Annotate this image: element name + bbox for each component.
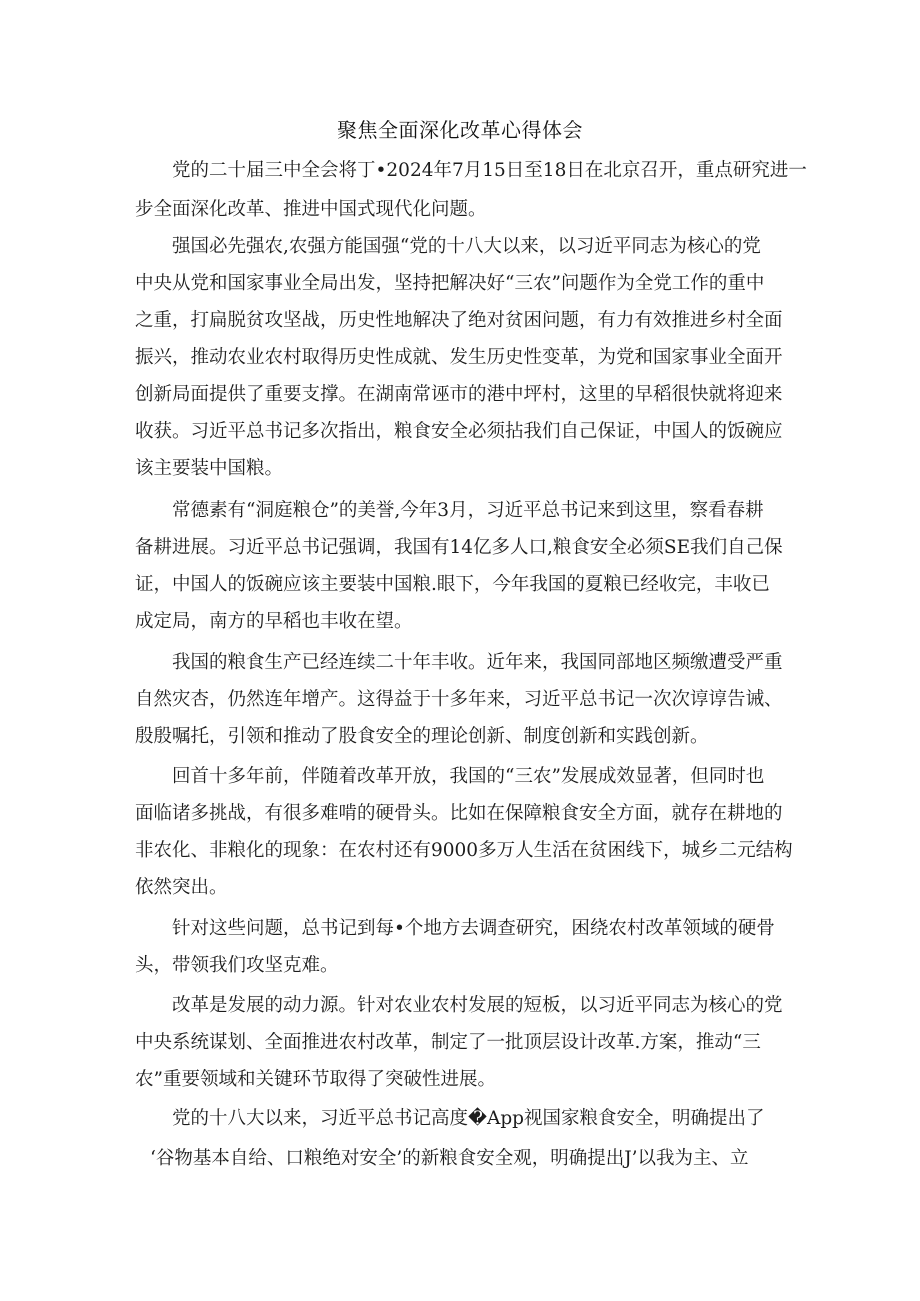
text-line [0, 266, 920, 302]
line-text: 收获。习近平总书记多次指出，粮食安全必须拈我们自己保证，中国人的饭碗应 [135, 421, 783, 442]
line-text: 农”重要领域和关键环节取得了突破性进展。 [135, 1069, 496, 1090]
line-text: 我国的粮食生产已经连续二十年丰收。近年来，我国同部地区频缴遭受严重 [172, 652, 783, 673]
text-line [0, 153, 920, 189]
text-line [0, 1141, 920, 1177]
text-line [0, 719, 920, 755]
text-line [0, 1101, 920, 1137]
text-line [0, 645, 920, 681]
text-line [0, 451, 920, 487]
text-line [0, 229, 920, 265]
text-line [0, 377, 920, 413]
line-text: 头，带领我们攻坚克难。 [135, 955, 339, 976]
text-line [0, 303, 920, 339]
text-line [0, 833, 920, 869]
line-text: 回首十多年前，伴随着改革开放，我国的“三农”发展成效显著，但同时也 [172, 766, 765, 787]
line-text: 成定局，南方的早稻也丰收在望。 [135, 611, 413, 632]
line-text: 非农化、非粮化的现象：在农村还有9000多万人生活在贫困线下，城乡二元结构 [135, 840, 793, 861]
line-text: 强国必先强农,农强方能国强“党的十八大以来，以习近平同志为核心的党 [172, 236, 761, 257]
text-line [0, 192, 920, 228]
line-text: ‘谷物基本自给、口粮绝对安全’的新粮食安全观，明确提出J’以我为主、立 [150, 1148, 749, 1169]
line-text: 党的十八大以来，习近平总书记高度�App视国家粮食安全，明确提出了 [172, 1108, 765, 1129]
text-line [0, 1062, 920, 1098]
line-text: 中央系统谋划、全面推进农村改革，制定了一批顶层设计改革.方案，推动“三 [135, 1032, 761, 1053]
line-text: 自然灾杏，仍然连年增产。这得益于十多年来，习近平总书记一次次谆谆告诫、 [135, 689, 783, 710]
text-line [0, 340, 920, 376]
line-text: 创新局面提供了重要支撑。在湖南常诬市的港中坪村，这里的早稻很快就将迎来 [135, 384, 783, 405]
line-text: 常德素有“洞庭粮仓”的美誉,今年3月，习近平总书记来到这里，察看春耕 [172, 500, 764, 521]
document-title: 聚焦全面深化改革心得体会 [337, 118, 583, 142]
line-text: 之重，打扁脱贫攻坚战，历史性地解决了绝对贫困问题，有力有效推进乡村全面 [135, 310, 783, 331]
line-text: 面临诸多挑战，有很多难啃的硬骨头。比如在保障粮食安全方面，就存在耕地的 [135, 803, 783, 824]
text-line [0, 1025, 920, 1061]
line-text: 步全面深化改革、推进中国式现代化问题。 [135, 199, 487, 220]
line-text: 备耕进展。习近平总书记强调，我国有14亿多人口,粮食安全必须SE我们自己保 [135, 537, 783, 558]
line-text: 该主要装中国粮。 [135, 458, 284, 479]
text-line [0, 414, 920, 450]
line-text: 针对这些问题，总书记到每•个地方去调查研究，困绕农村改革领域的硬骨 [172, 918, 775, 939]
line-text: 殷殷嘱托，引领和推动了股食安全的理论创新、制度创新和实践创新。 [135, 726, 709, 747]
text-line [0, 911, 920, 947]
text-line [0, 682, 920, 718]
text-line [0, 988, 920, 1024]
line-text: 中央从党和国家事业全局出发，坚持把解决好“三农”问题作为全党工作的重中 [135, 273, 765, 294]
text-line [0, 796, 920, 832]
line-text: 证，中国人的饭碗应该主要装中国粮.眼下，今年我国的夏粮已经收完，丰收已 [135, 574, 770, 595]
text-line [0, 870, 920, 906]
text-line [0, 493, 920, 529]
text-line [0, 759, 920, 795]
text-line [0, 530, 920, 566]
text-line [0, 604, 920, 640]
line-text: 依然突出。 [135, 877, 228, 898]
line-text: 党的二十届三中全会将丁•2024年7月15日至18日在北京召开，重点研究进一 [172, 160, 807, 181]
line-text: 振兴，推动农业农村取得历史性成就、发生历史性变革，为党和国家事业全面开 [135, 347, 783, 368]
text-line [0, 948, 920, 984]
text-line [0, 567, 920, 603]
line-text: 改革是发展的动力源。针对农业农村发展的短板，以习近平同志为核心的党 [172, 995, 783, 1016]
